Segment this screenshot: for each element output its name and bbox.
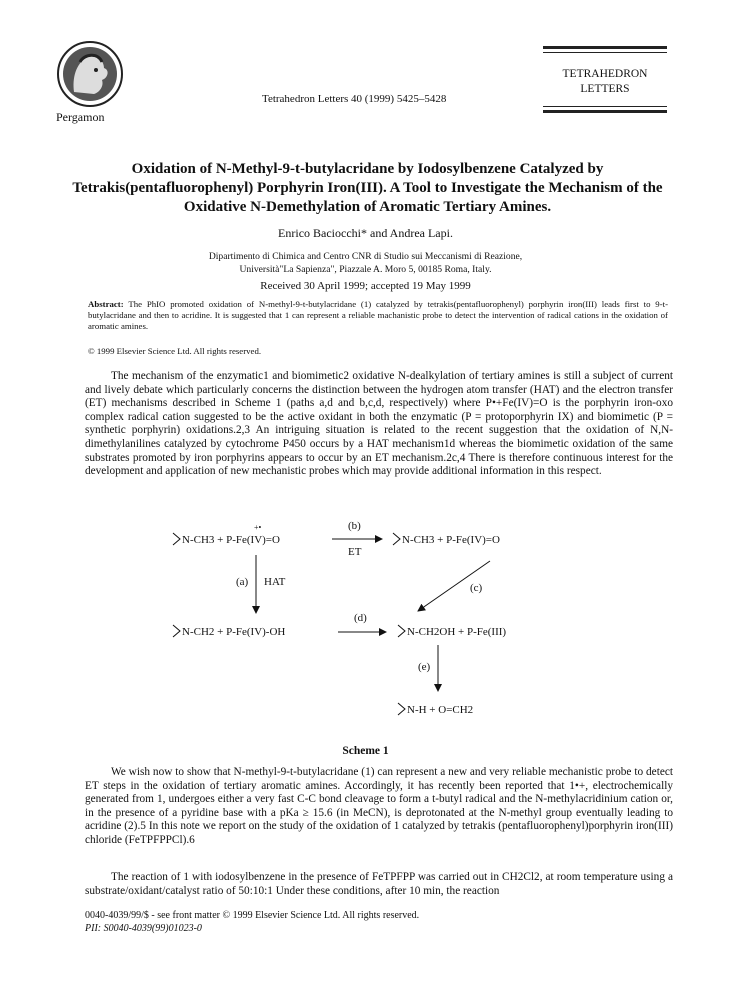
scheme-radical-cation: N-CH3 + P-Fe(IV)=O — [402, 534, 500, 546]
label-et: ET — [348, 546, 362, 558]
affiliation-line1: Dipartimento di Chimica and Centro CNR di Studio sui Meccanismi di Reazione, — [208, 251, 523, 262]
radical-cation-mark: +• — [254, 523, 262, 532]
abstract-text: The PhIO promoted oxidation of N-methyl-9-t-butylacridane (1) catalyzed by tetrakis(pentafluorophenyl) porphyrin iron(III) leads first to 9-t-butylacridane and then to acridine. It is suggested that 1 can represent a reliable machanistic probe to detect the intervention of radical cations in the oxidation of aromatic amines. — [88, 299, 668, 332]
journal-name-line1: TETRAHEDRON — [562, 68, 648, 80]
amine-bond-3 — [173, 625, 180, 637]
journal-name-line2: LETTERS — [580, 83, 630, 95]
header-rule-bottom-thin — [543, 106, 667, 107]
journal-citation: Tetrahedron Letters 40 (1999) 5425–5428 — [262, 93, 447, 105]
amine-bond-1 — [173, 533, 180, 545]
body-paragraph-2: We wish now to show that N-methyl-9-t-butylacridane (1) can represent a new and very reliable mechanistic probe to detect ET steps in the oxidation of tertiary aromatic amines. Accordingly, it has recently been reported that 1•+, electrochemically generated from 1, undergoes either a very fast C-C bond cleavage to form a t-butyl radical and the N-methylacridinium cation or, in the presence of a pyridine base with a pKa ≥ 15.6 (in MeCN), is deprotonated at the N-methyl group eventually leading to acridine (2).5 In this note we report on the study of the oxidation of 1 catalyzed by tetrakis (pentafluorophenyl)porphyrin iron(III) chloride (FeTPFPPCl).6 — [85, 766, 673, 846]
abstract — [88, 299, 668, 333]
copyright-notice: © 1999 Elsevier Science Ltd. All rights reserved. — [88, 346, 262, 356]
body-paragraph-3: The reaction of 1 with iodosylbenzene in the presence of FeTPFPP was carried out in CH2Cl2, at room temperature using a substrate/oxidant/catalyst ratio of 50:10:1 Under these conditions, after 10 min, the reaction — [85, 871, 673, 897]
abstract-label: Abstract: — [88, 299, 124, 309]
pii-identifier: PII: S0040-4039(99)01023-0 — [85, 923, 202, 934]
label-path-d: (d) — [354, 612, 367, 624]
amine-bond-5 — [398, 703, 405, 715]
affiliation — [0, 250, 731, 276]
article-title: Oxidation of N-Methyl-9-t-butylacridane by Iodosylbenzene Catalyzed by Tetrakis(pentafluorophenyl) Porphyrin Iron(III). A Tool to Investigate the Mechanism of the Oxidative N-Demethylation of Aromatic Tertiary Amines. — [72, 161, 663, 215]
journal-name — [543, 67, 667, 97]
body-paragraph-1: The mechanism of the enzymatic1 and biomimetic2 oxidative N-dealkylation of tertiary amines is still a subject of current and lively debate which particularly concerns the distinction between the hydrogen atom transfer (HAT) and the electron transfer (ET) mechanisms described in Scheme 1 (paths a,d and b,c,d, respectively) where P•+Fe(IV)=O is the porphyrin iron-oxo complex radical cation suggested to be the active oxidant in both the enzymatic (P = protoporphyrin IX) and biomimetic (P = synthetic porphyrin) oxidations.2,3 An intriguing situation is related to the recent suggestion that the oxidation of N,N-dimethylanilines catalyzed by cytochrome P450 occurs by a HAT mechanism1d whereas the biomimetic oxidation of the same substrates promoted by iron porphyrins appears to occur by an ET mechanism.2c,4 There is therefore continuous interest for the development and application of new mechanistic probes which may provide additional information in this respect. — [85, 370, 673, 478]
label-path-e: (e) — [418, 661, 431, 673]
scheme-products: N-H + O=CH2 — [407, 704, 474, 716]
publisher-name: Pergamon — [56, 110, 105, 124]
front-matter-notice: 0040-4039/99/$ - see front matter © 1999 Elsevier Science Ltd. All rights reserved. — [85, 910, 420, 921]
authors: Enrico Baciocchi* and Andrea Lapi. — [278, 226, 453, 240]
label-path-a: (a) — [236, 576, 249, 588]
header-rule-top-thin — [543, 52, 667, 53]
amine-bond-4 — [398, 625, 405, 637]
publisher-logo — [54, 40, 126, 108]
scheme-reactants: N-CH3 + P-Fe(IV)=O — [182, 534, 280, 546]
scheme-carbinolamine: N-CH2OH + P-Fe(III) — [407, 626, 507, 638]
reaction-scheme — [170, 515, 610, 730]
label-path-c: (c) — [470, 582, 483, 594]
received-dates: Received 30 April 1999; accepted 19 May 1999 — [260, 280, 471, 292]
affiliation-line2: Università"La Sapienza", Piazzale A. Moro 5, 00185 Roma, Italy. — [239, 264, 492, 275]
header-rule-bottom — [543, 110, 667, 113]
label-hat: HAT — [264, 576, 286, 588]
scheme-caption: Scheme 1 — [342, 745, 389, 757]
header-rule-top — [543, 46, 667, 49]
scheme-radical: N-CH2 + P-Fe(IV)-OH — [182, 626, 286, 638]
amine-bond-2 — [393, 533, 400, 545]
label-path-b: (b) — [348, 520, 361, 532]
